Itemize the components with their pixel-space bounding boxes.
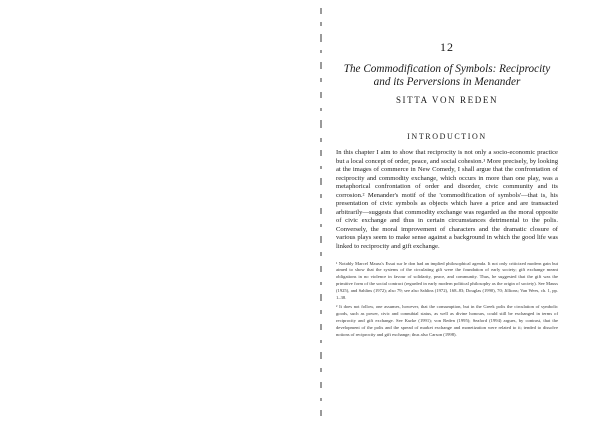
body-paragraph: In this chapter I aim to show that reciprocity is not only a socio-economic practice but a local concept of order, peace, and social cohesion.¹ More precisely, by looking at the images of commerce in New Comedy, I shall argue that the confrontation of reciprocity and commodity exchange, which occurs in more than one play, was a metaphorical confrontation of order and disorder, civic community and its corrosion.² Menander's motif of the 'commodification of symbols'—that is, his presentation of civic symbols as objects which have a price and are transacted arbitrarily—suggests that commodity exchange was regarded as the moral opposite of civic exchange and thus in certain circumstances detrimental to the polis. Conversely, the moral improvement of characters and the dramatic closure of various plays seem to make sense against a background in which the good life was linked to reciprocity and gift exchange. [336,149,558,251]
footnote-1: ¹ Notably Marcel Mauss's Essai sur le don had an implied philosophical agenda. It not only criticized modern gain but aimed to show that the systems of the circulating gift were the foundation of early society; gift exchange meant obligations in no violence in favour of solidarity, peace, and community. Thus, he suggested that the gift was the primitive form of the social contract (regarded in early modern political philosophy as the origin of society). See Mauss (1925), and Sahlins (1972); also 79; see also Sahlins (1972), 168–83; Douglas (1990), 70; Jillions; Van Wees, ch. 1, pp. 1–38. [336,260,558,300]
section-heading: INTRODUCTION [407,132,487,141]
chapter-number: 12 [440,40,454,54]
book-page [336,40,558,341]
footnote-2: ² It does not follow, one assumes, however, that the consumption, but in the Greek polis the circulation of symbolic goods, such as power, civic and connubial status, as well as divine honours, could still be exchanged in terms of reciprocity and gift exchange. See Kurke (1991); von Reden (1995); Seaford (1994) argues, by contrast, that the development of the polis and the spread of market exchange and monetization were related to it; tended to dissolve notions of reciprocity and gift exchange; thus also Carson (1998). [336,304,558,337]
chapter-author: SITTA VON REDEN [395,95,499,105]
chapter-title [336,63,558,89]
book-gutter [318,0,324,424]
chapter-title-line-1: The Commodification of Symbols: Reciprocity [343,63,551,75]
chapter-title-line-2: and its Perversions in Menander [373,76,521,88]
footnotes [336,261,558,339]
